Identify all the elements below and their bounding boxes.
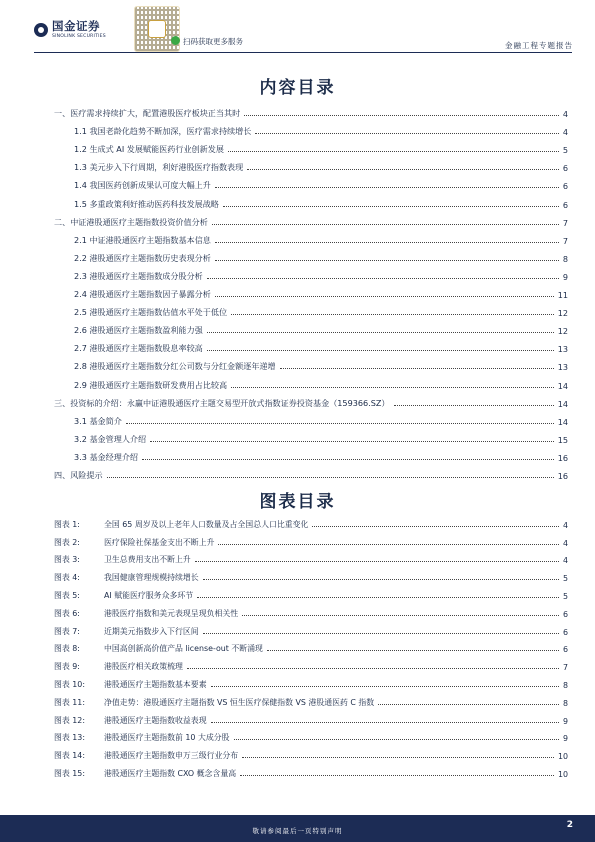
figure-entry[interactable] (54, 565, 568, 583)
toc-entry-page: 14 (557, 398, 568, 409)
dot-leader (231, 314, 554, 315)
toc-entry-page: 16 (557, 470, 568, 481)
figure-page: 10 (557, 752, 568, 762)
figure-entry[interactable] (54, 601, 568, 619)
figure-entry[interactable] (54, 672, 568, 690)
toc-entry[interactable] (54, 463, 568, 481)
toc-entry-page: 8 (562, 253, 568, 264)
figure-entry[interactable] (54, 530, 568, 548)
toc-entry-page: 15 (557, 434, 568, 445)
figure-title: 我国健康管理规模持续增长 (104, 573, 199, 583)
dot-leader (280, 368, 554, 369)
toc-entry[interactable] (54, 210, 568, 228)
figure-title: 港股通医疗主题指数前 10 大成分股 (104, 733, 230, 743)
figure-page: 6 (562, 645, 568, 655)
dot-leader (211, 722, 559, 723)
figure-label: 图表 2: (54, 537, 80, 547)
figure-title: 港股通医疗主题指数申万三级行业分布 (104, 751, 239, 761)
toc-entry[interactable] (54, 409, 568, 427)
toc-entry-title: 2.7 港股通医疗主题指数股息率较高 (74, 343, 203, 354)
toc-entry-title: 一、医疗需求持续扩大，配置港股医疗板块正当其时 (54, 108, 241, 119)
toc-entry-page: 16 (557, 452, 568, 463)
toc-entry[interactable] (54, 264, 568, 282)
toc-entry-title: 2.5 港股通医疗主题指数估值水平处于低位 (74, 307, 228, 318)
figure-entry[interactable] (54, 619, 568, 637)
dot-leader (218, 544, 558, 545)
list-of-figures (54, 512, 568, 779)
figure-title: 全国 65 周岁及以上老年人口数量及占全国总人口比重变化 (104, 519, 309, 529)
figure-entry[interactable] (54, 743, 568, 761)
toc-entry-title: 2.9 港股通医疗主题指数研发费用占比较高 (74, 379, 228, 390)
toc-entry-title: 1.2 生成式 AI 发展赋能医药行业创新发展 (74, 144, 224, 155)
toc-entry-page: 9 (562, 271, 568, 282)
toc-entry[interactable] (54, 137, 568, 155)
dot-leader (234, 739, 559, 740)
toc-entry-page: 5 (562, 145, 568, 156)
figure-page: 4 (562, 520, 568, 530)
table-of-contents (54, 101, 568, 481)
toc-entry-title: 2.8 港股通医疗主题指数分红公司数与分红金额逐年递增 (74, 361, 276, 372)
dot-leader (197, 597, 559, 598)
toc-title: 内容目录 (259, 78, 336, 98)
dot-leader (142, 459, 554, 460)
figure-entry[interactable] (54, 726, 568, 744)
figure-label: 图表 7: (54, 626, 80, 636)
toc-entry-title: 二、中证港股通医疗主题指数投资价值分析 (54, 216, 208, 227)
dot-leader (240, 775, 554, 776)
dot-leader (215, 242, 559, 243)
figure-page: 9 (562, 734, 568, 744)
figure-entry[interactable] (54, 512, 568, 530)
page-footer (0, 815, 595, 842)
toc-entry[interactable] (54, 354, 568, 372)
dot-leader (207, 332, 554, 333)
figure-label: 图表 6: (54, 608, 80, 618)
figure-entry[interactable] (54, 548, 568, 566)
figure-entry[interactable] (54, 583, 568, 601)
figure-label: 图表 3: (54, 555, 80, 565)
figure-page: 7 (562, 663, 568, 673)
dot-leader (267, 650, 559, 651)
dot-leader (242, 757, 554, 758)
figure-label: 图表 8: (54, 644, 80, 654)
figure-label: 图表 13: (54, 733, 85, 743)
toc-entry[interactable] (54, 246, 568, 264)
figure-page: 4 (562, 556, 568, 566)
header-divider (34, 52, 572, 53)
toc-entry-title: 3.3 基金经理介绍 (74, 451, 139, 462)
toc-entry[interactable] (54, 282, 568, 300)
toc-entry-title: 2.2 港股通医疗主题指数历史表现分析 (74, 252, 211, 263)
dot-leader (312, 526, 559, 527)
toc-entry-page: 4 (562, 127, 568, 138)
figure-page: 4 (562, 538, 568, 548)
toc-entry-title: 三、投资标的介绍：永赢中证港股通医疗主题交易型开放式指数证券投资基金（159366.SZ） (54, 397, 390, 408)
dot-leader (187, 668, 559, 669)
toc-entry-title: 3.1 基金简介 (74, 415, 122, 426)
toc-entry-title: 1.3 美元步入下行周期，利好港股医疗指数表现 (74, 162, 244, 173)
figure-label: 图表 15: (54, 768, 85, 778)
figure-page: 8 (562, 680, 568, 690)
figure-title: 港股医疗相关政策梳理 (104, 662, 183, 672)
dot-leader (195, 561, 559, 562)
figure-title: AI 赋能医疗服务众多环节 (104, 590, 194, 600)
toc-entry-page: 13 (557, 344, 568, 355)
dot-leader (126, 423, 554, 424)
logo-icon (34, 23, 48, 37)
dot-leader (107, 477, 554, 478)
figures-title: 图表目录 (259, 492, 336, 512)
dot-leader (247, 169, 559, 170)
toc-entry-page: 7 (562, 235, 568, 246)
dot-leader (150, 441, 554, 442)
report-type: 金融工程专题报告 (505, 41, 573, 50)
toc-entry-title: 2.3 港股通医疗主题指数成分股分析 (74, 270, 203, 281)
figure-entry[interactable] (54, 637, 568, 655)
toc-entry[interactable] (54, 228, 568, 246)
figure-entry[interactable] (54, 761, 568, 779)
page-number: 2 (566, 820, 573, 830)
figure-page: 5 (562, 574, 568, 584)
dot-leader (203, 579, 559, 580)
toc-entry-page: 4 (562, 109, 568, 120)
figure-entry[interactable] (54, 654, 568, 672)
toc-entry-page: 13 (557, 362, 568, 373)
disclaimer-note: 敬请参阅最后一页特别声明 (252, 827, 343, 835)
figure-title: 医疗保险社保基金支出不断上升 (104, 537, 215, 547)
toc-entry-page: 6 (562, 163, 568, 174)
dot-leader (212, 224, 559, 225)
logo-name-cn: 国金证券 (52, 19, 100, 33)
toc-entry[interactable] (54, 173, 568, 191)
dot-leader (203, 633, 559, 634)
dot-leader (215, 187, 559, 188)
qr-center-logo (148, 20, 166, 38)
dot-leader (378, 704, 559, 705)
toc-entry-title: 3.2 基金管理人介绍 (74, 433, 147, 444)
figure-page: 10 (557, 769, 568, 779)
figure-entry[interactable] (54, 708, 568, 726)
toc-entry-title: 1.1 我国老龄化趋势不断加深，医疗需求持续增长 (74, 126, 252, 137)
toc-entry[interactable] (54, 372, 568, 390)
dot-leader (255, 133, 559, 134)
figure-label: 图表 9: (54, 662, 80, 672)
toc-entry[interactable] (54, 101, 568, 119)
dot-leader (394, 405, 554, 406)
figure-entry[interactable] (54, 690, 568, 708)
toc-entry[interactable] (54, 336, 568, 354)
figure-label: 图表 12: (54, 715, 85, 725)
dot-leader (207, 350, 554, 351)
figure-page: 6 (562, 627, 568, 637)
dot-leader (244, 115, 559, 116)
figure-page: 9 (562, 716, 568, 726)
figure-title: 港股通医疗主题指数 CXO 概念含量高 (104, 768, 237, 778)
dot-leader (231, 387, 554, 388)
toc-entry-page: 12 (557, 308, 568, 319)
page-header (0, 0, 595, 60)
toc-entry[interactable] (54, 191, 568, 209)
figure-title: 港股通医疗主题指数基本要素 (104, 679, 207, 689)
dot-leader (207, 278, 559, 279)
figure-title: 中国高创新高价值产品 license-out 不断涌现 (104, 644, 263, 654)
toc-entry[interactable] (54, 318, 568, 336)
toc-entry-title: 1.4 我国医药创新成果认可度大幅上升 (74, 180, 211, 191)
figure-label: 图表 5: (54, 590, 80, 600)
toc-entry-page: 14 (557, 380, 568, 391)
toc-entry-title: 1.5 多重政策利好推动医药科技发展战略 (74, 198, 219, 209)
figure-title: 卫生总费用支出不断上升 (104, 555, 191, 565)
figure-title: 净值走势：港股通医疗主题指数 VS 恒生医疗保健指数 VS 港股通医药 C 指数 (104, 697, 375, 707)
figure-page: 6 (562, 609, 568, 619)
figure-page: 5 (562, 591, 568, 601)
company-logo (34, 21, 106, 39)
figure-label: 图表 10: (54, 679, 85, 689)
toc-entry-page: 11 (557, 290, 568, 301)
toc-entry[interactable] (54, 391, 568, 409)
toc-entry[interactable] (54, 119, 568, 137)
dot-leader (215, 296, 554, 297)
dot-leader (211, 686, 559, 687)
figure-page: 8 (562, 698, 568, 708)
toc-entry[interactable] (54, 445, 568, 463)
toc-entry-title: 四、风险提示 (54, 469, 103, 480)
logo-name-en: SINOLINK SECURITIES (52, 33, 106, 39)
dot-leader (223, 206, 559, 207)
toc-entry[interactable] (54, 427, 568, 445)
toc-entry-page: 6 (562, 199, 568, 210)
dot-leader (215, 260, 559, 261)
dot-leader (228, 151, 559, 152)
toc-entry-title: 2.4 港股通医疗主题指数因子暴露分析 (74, 289, 211, 300)
figure-label: 图表 4: (54, 573, 80, 583)
toc-entry-page: 14 (557, 416, 568, 427)
scan-prompt: 扫码获取更多服务 (183, 37, 243, 46)
toc-entry-page: 7 (562, 217, 568, 228)
toc-entry[interactable] (54, 300, 568, 318)
figure-title: 港股医疗指数和美元表现呈现负相关性 (104, 608, 239, 618)
figure-label: 图表 14: (54, 751, 85, 761)
wechat-icon (171, 36, 180, 45)
toc-entry-page: 6 (562, 181, 568, 192)
figure-label: 图表 11: (54, 697, 85, 707)
toc-entry[interactable] (54, 155, 568, 173)
dot-leader (242, 615, 559, 616)
toc-entry-title: 2.1 中证港股通医疗主题指数基本信息 (74, 234, 211, 245)
figure-label: 图表 1: (54, 519, 80, 529)
toc-entry-page: 12 (557, 326, 568, 337)
figure-title: 港股通医疗主题指数收益表现 (104, 715, 207, 725)
figure-title: 近期美元指数步入下行区间 (104, 626, 199, 636)
toc-entry-title: 2.6 港股通医疗主题指数盈利能力强 (74, 325, 203, 336)
